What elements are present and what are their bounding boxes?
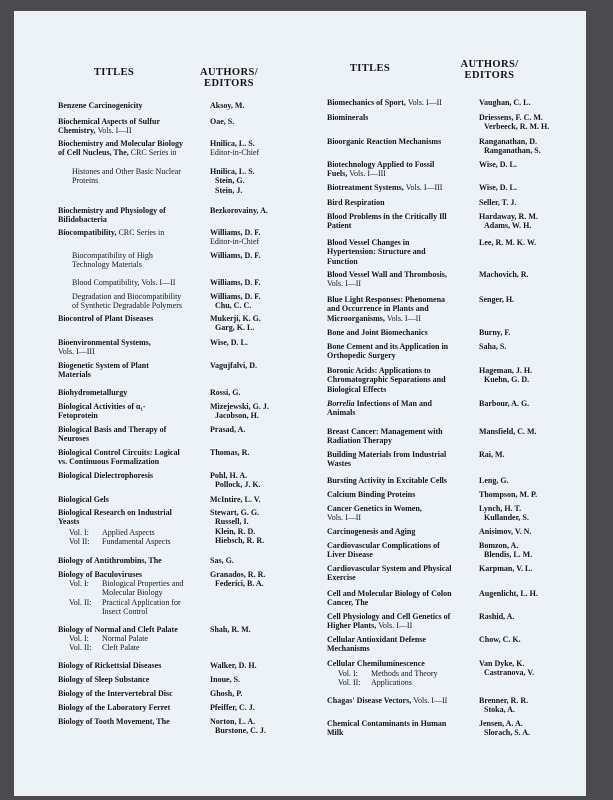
book-title: Biology of Rickettsial Diseases bbox=[58, 661, 162, 670]
book-title: Bioenvironmental Systems, Vols. I—III bbox=[58, 338, 151, 357]
book-authors: Saha, S. bbox=[479, 342, 507, 351]
book-authors: Vaughan, C. L. bbox=[479, 98, 531, 107]
book-title: Biominerals bbox=[327, 113, 369, 122]
book-title: Biological Basis and Therapy of Neuroses bbox=[58, 425, 167, 444]
book-title: Cardiovascular Complications of Liver Disease bbox=[327, 541, 440, 560]
book-authors: Pfeiffer, C. J. bbox=[210, 703, 255, 712]
book-authors: Chow, C. K. bbox=[479, 635, 521, 644]
volume-title: Biological Properties and Molecular Biology bbox=[102, 579, 184, 598]
book-authors: Rashid, A. bbox=[479, 612, 515, 621]
book-title: Biology of the Intervertebral Disc bbox=[58, 689, 173, 698]
left-authors-header: AUTHORS/ EDITORS bbox=[199, 67, 259, 89]
book-title: Building Materials from Industrial Wastes bbox=[327, 450, 447, 469]
book-authors: Barbour, A. G. bbox=[479, 399, 530, 408]
catalog-page bbox=[14, 11, 586, 796]
book-authors: Thompson, M. P. bbox=[479, 490, 538, 499]
volume-title: Normal Palate bbox=[102, 634, 148, 643]
book-title: Biomechanics of Sport, Vols. I—II bbox=[327, 98, 442, 107]
book-authors: Seller, T. J. bbox=[479, 198, 517, 207]
book-authors: Wise, D. L. bbox=[479, 183, 517, 192]
book-title: Biohydrometallurgy bbox=[58, 388, 128, 397]
book-authors: Oae, S. bbox=[210, 117, 235, 126]
book-title: Biological Activities of α₁- Fetoprotein bbox=[58, 402, 146, 421]
book-title: Blood Problems in the Critically Ill Patient bbox=[327, 212, 447, 231]
book-authors: Norton, L. A. Burstone, C. J. bbox=[210, 717, 266, 736]
book-title: Biology of the Laboratory Ferret bbox=[58, 703, 171, 712]
volume-label: Vol II: bbox=[69, 537, 90, 547]
volume-title: Practical Application for Insect Control bbox=[102, 597, 181, 616]
book-title: Calcium Binding Proteins bbox=[327, 490, 416, 499]
book-title: Biocompatibility, CRC Series in bbox=[58, 228, 165, 237]
book-title: Bone Cement and its Application in Orthopedic Surgery bbox=[327, 342, 449, 361]
book-title: Boronic Acids: Applications to Chromatographic Separations and Biological Effects bbox=[327, 366, 446, 394]
book-authors: Williams, D. F. Editor-in-Chief bbox=[210, 228, 261, 247]
book-title: Histones and Other Basic Nuclear Proteins bbox=[72, 167, 181, 186]
book-title: Biology of Sleep Substance bbox=[58, 675, 150, 684]
book-authors: Karpman, V. L. bbox=[479, 564, 533, 573]
book-title: Cardiovascular System and Physical Exercise bbox=[327, 564, 452, 583]
right-authors-header: AUTHORS/ EDITORS bbox=[460, 59, 519, 81]
book-authors: Augenlicht, L. H. bbox=[479, 589, 538, 598]
book-authors: Machovich, R. bbox=[479, 270, 529, 279]
book-title: Cellular Antioxidant Defense Mechanisms bbox=[327, 635, 426, 654]
book-authors: Sas, G. bbox=[210, 556, 234, 565]
book-title: Biochemical Aspects of Sulfur Chemistry, Vols. I—II bbox=[58, 117, 160, 136]
book-title: Biological Dielectrophoresis bbox=[58, 471, 154, 480]
volume-label: Vol. II: bbox=[338, 678, 361, 688]
book-authors: Burny, F. bbox=[479, 328, 511, 337]
book-title: Breast Cancer: Management with Radiation Therapy bbox=[327, 427, 443, 446]
book-authors: McIntire, L. V. bbox=[210, 495, 261, 504]
book-authors: Granados, R. R. Federici, B. A. bbox=[210, 570, 266, 589]
volume-title: Cleft Palate bbox=[102, 643, 140, 653]
book-authors: Williams, D. F. bbox=[210, 278, 261, 287]
book-title: Degradation and Biocompatibility of Synthetic Degradable Polymers bbox=[72, 292, 182, 311]
book-title: Biological Gels bbox=[58, 495, 109, 504]
book-authors: Aksoy, M. bbox=[210, 101, 245, 110]
book-authors: Lynch, H. T. Kullander, S. bbox=[479, 504, 529, 523]
right-titles-header: TITLES bbox=[349, 63, 391, 74]
volume-label: Vol. I: bbox=[69, 528, 89, 537]
book-title: Blood Vessel Changes in Hypertension: Structure and Function bbox=[327, 238, 426, 266]
book-authors: Hageman, J. H. Kuehn, G. D. bbox=[479, 366, 533, 385]
book-title: Biogenetic System of Plant Materials bbox=[58, 361, 149, 380]
book-authors: Ghosh, P. bbox=[210, 689, 243, 698]
volume-title: Applications bbox=[371, 678, 412, 688]
book-title: Benzene Carcinogenicity bbox=[58, 101, 143, 110]
book-authors: Wise, D. L. bbox=[479, 160, 517, 169]
book-title: Cancer Genetics in Women, Vols. I—II bbox=[327, 504, 422, 523]
book-authors: Inoue, S. bbox=[210, 675, 241, 684]
left-titles-header: TITLES bbox=[93, 67, 135, 78]
volume-label: Vol. II: bbox=[69, 643, 92, 653]
book-authors: Ranganathan, D. Ranganathan, S. bbox=[479, 137, 541, 156]
book-title: Biotechnology Applied to Fossil Fuels, Vols. I—III bbox=[327, 160, 435, 179]
book-title: Biochemistry and Molecular Biology of Cell Nucleus, The, CRC Series in bbox=[58, 139, 183, 158]
book-title: Chemical Contaminants in Human Milk bbox=[327, 719, 447, 738]
book-title: Biocompatibility of High Technology Materials bbox=[72, 251, 153, 270]
book-title: Biology of Normal and Cleft Palate bbox=[58, 625, 178, 634]
volume-title: Methods and Theory bbox=[371, 669, 438, 678]
volume-title: Applied Aspects bbox=[102, 528, 155, 537]
book-title: Bone and Joint Biomechanics bbox=[327, 328, 428, 337]
book-authors: Senger, H. bbox=[479, 295, 515, 304]
book-authors: Lee, R. M. K. W. bbox=[479, 238, 537, 247]
book-authors: Mizejewski, G. J. Jacobson, H. bbox=[210, 402, 269, 421]
book-authors: Shah, R. M. bbox=[210, 625, 251, 634]
book-title: Bursting Activity in Excitable Cells bbox=[327, 476, 447, 485]
book-authors: Williams, D. F. Chu, C. C. bbox=[210, 292, 261, 311]
book-title: Blood Compatibility, Vols. I—II bbox=[72, 278, 176, 287]
book-title: Blue Light Responses: Phenomena and Occurrence in Plants and Microorganisms, Vols. I—II bbox=[327, 295, 446, 323]
book-authors: Driessens, F. C. M. Verbeeck, R. M. H. bbox=[479, 113, 550, 132]
book-title: Biology of Baculoviruses bbox=[58, 570, 143, 579]
book-authors: Van Dyke, K. Castranova, V. bbox=[479, 659, 535, 678]
book-title: Blood Vessel Wall and Thrombosis, Vols. I—II bbox=[327, 270, 447, 289]
book-authors: Mansfield, C. M. bbox=[479, 427, 537, 436]
book-title: Biological Control Circuits: Logical vs. Continuous Formalization bbox=[58, 448, 180, 467]
book-authors: Bezkorovainy, A. bbox=[210, 206, 268, 215]
volume-label: Vol. I: bbox=[69, 634, 89, 643]
book-authors: Walker, D. H. bbox=[210, 661, 257, 670]
book-authors: Rai, M. bbox=[479, 450, 505, 459]
book-title: Biological Research on Industrial Yeasts bbox=[58, 508, 172, 527]
volume-title: Fundamental Aspects bbox=[102, 537, 171, 547]
book-title: Biochemistry and Physiology of Bifidobacteria bbox=[58, 206, 166, 225]
book-title: Biocontrol of Plant Diseases bbox=[58, 314, 154, 323]
book-title: Carcinogenesis and Aging bbox=[327, 527, 416, 536]
book-authors: Bomzon, A. Blendis, L. M. bbox=[479, 541, 533, 560]
volume-label: Vol. I: bbox=[69, 579, 89, 588]
book-title: Biology of Antithrombins, The bbox=[58, 556, 162, 565]
book-authors: Anisimov, V. N. bbox=[479, 527, 532, 536]
book-authors: Hnilica, L. S. Stein, G. Stein, J. bbox=[210, 167, 255, 195]
book-title: Biology of Tooth Movement, The bbox=[58, 717, 170, 726]
book-authors: Leng, G. bbox=[479, 476, 509, 485]
book-authors: Williams, D. F. bbox=[210, 251, 261, 260]
book-title: Cellular Chemiluminescence bbox=[327, 659, 425, 668]
book-title: Chagas' Disease Vectors, Vols. I—II bbox=[327, 696, 448, 705]
book-title: Cell Physiology and Cell Genetics of Higher Plants, Vols. I—II bbox=[327, 612, 451, 631]
book-authors: Vagujfalvi, D. bbox=[210, 361, 258, 370]
volume-label: Vol. II: bbox=[69, 597, 92, 607]
book-title: Bioorganic Reaction Mechanisms bbox=[327, 137, 442, 146]
book-authors: Pohl, H. A. Pollock, J. K. bbox=[210, 471, 261, 490]
book-title: Biotreatment Systems, Vols. I—III bbox=[327, 183, 443, 192]
book-authors: Stewart, G. G. Russell, I. Klein, R. D. Hiebsch, R. R. bbox=[210, 508, 265, 545]
book-authors: Wise, D. L. bbox=[210, 338, 248, 347]
book-authors: Hardaway, R. M. Adams, W. H. bbox=[479, 212, 538, 231]
volume-label: Vol. I: bbox=[338, 669, 358, 678]
book-title: Borrelia Infections of Man and Animals bbox=[327, 399, 432, 418]
book-authors: Rossi, G. bbox=[210, 388, 241, 397]
book-authors: Jensen, A. A. Slorach, S. A. bbox=[479, 719, 531, 738]
book-title: Cell and Molecular Biology of Colon Cancer, The bbox=[327, 589, 452, 608]
book-authors: Brenner, R. R. Stoka, A. bbox=[479, 696, 529, 715]
book-authors: Mukerji, K. G. Garg, K. L. bbox=[210, 314, 261, 333]
book-authors: Prasad, A. bbox=[210, 425, 246, 434]
book-title: Bird Respiration bbox=[327, 198, 385, 207]
book-authors: Hnilica, L. S. Editor-in-Chief bbox=[210, 139, 260, 158]
book-authors: Thomas, R. bbox=[210, 448, 250, 457]
